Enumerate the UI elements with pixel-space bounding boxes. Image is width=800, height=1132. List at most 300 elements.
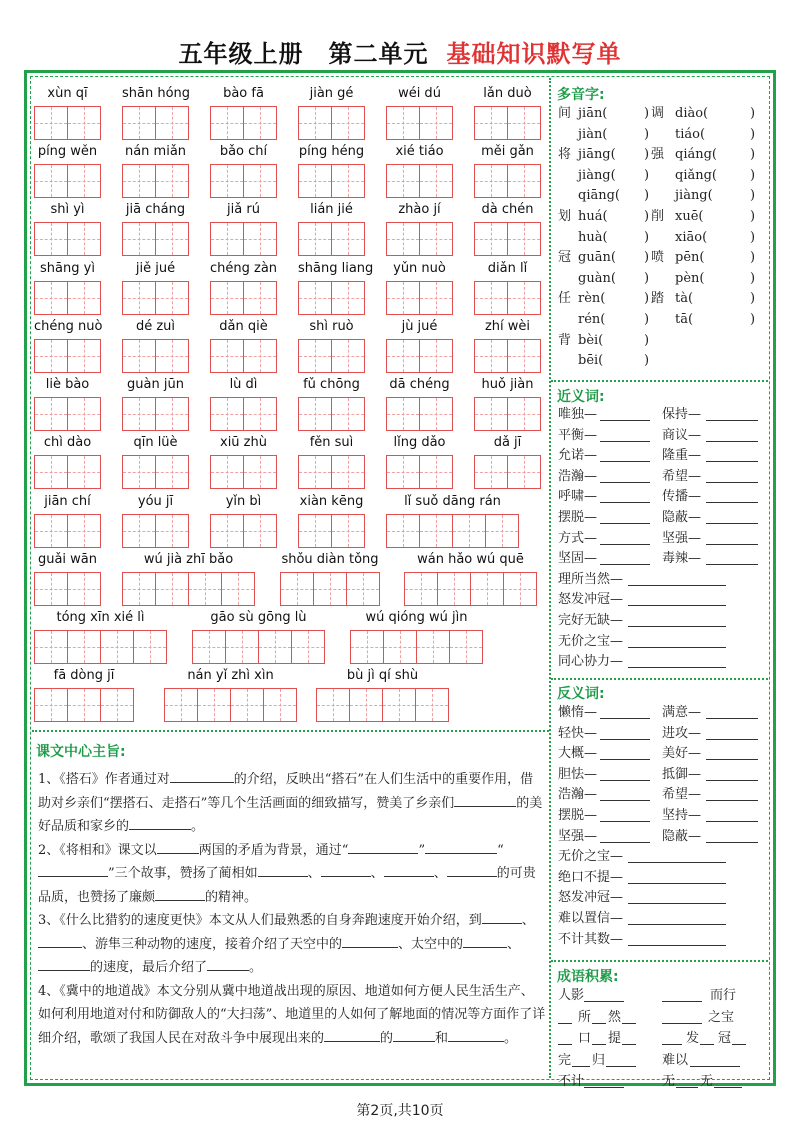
writing-box[interactable] (474, 222, 508, 256)
paren: ) (644, 250, 650, 266)
writing-box[interactable] (331, 222, 365, 256)
paren: ) (644, 332, 650, 348)
writing-box[interactable] (210, 455, 244, 489)
blank[interactable] (38, 862, 108, 877)
idiom-char: 然 (608, 1009, 622, 1025)
writing-box[interactable] (230, 688, 264, 722)
paren: ) (750, 188, 756, 204)
answer-blank[interactable] (622, 1031, 636, 1045)
blank[interactable] (38, 933, 82, 948)
pinyin: huà( (578, 229, 608, 245)
answer-blank[interactable] (600, 746, 650, 760)
title-grade-unit: 五年级上册 第二单元 (178, 40, 429, 68)
paren: ) (644, 147, 650, 163)
writing-box[interactable] (221, 572, 255, 606)
writing-box[interactable] (404, 572, 438, 606)
writing-box[interactable] (155, 339, 189, 373)
word-prompt: 隐蔽— (662, 828, 702, 844)
writing-box[interactable] (243, 455, 277, 489)
writing-box[interactable] (67, 630, 101, 664)
answer-blank[interactable] (600, 510, 650, 524)
answer-blank[interactable] (600, 551, 650, 565)
answer-blank[interactable] (628, 911, 726, 925)
word-prompt: 美好— (662, 746, 702, 762)
pinyin-label: zhào jí (398, 202, 441, 217)
list-item (558, 426, 763, 447)
writing-box[interactable] (386, 164, 420, 198)
writing-box[interactable] (155, 222, 189, 256)
blank[interactable] (425, 839, 445, 854)
writing-box[interactable] (298, 222, 332, 256)
pinyin-label: lǐ suǒ dāng rán (404, 494, 501, 509)
word-prompt: 隆重— (662, 448, 702, 464)
writing-box[interactable] (419, 455, 453, 489)
writing-boxes (386, 164, 452, 198)
writing-box[interactable] (386, 339, 420, 373)
answer-blank[interactable] (706, 407, 758, 421)
writing-box[interactable] (416, 630, 450, 664)
polyphone-char: 强 (651, 147, 665, 163)
answer-blank[interactable] (600, 469, 650, 483)
pinyin-label: bǎo chí (219, 144, 268, 159)
writing-box[interactable] (474, 164, 508, 198)
writing-boxes (386, 106, 452, 140)
writing-box[interactable] (67, 397, 101, 431)
writing-box[interactable] (100, 688, 134, 722)
answer-blank[interactable] (676, 1074, 698, 1088)
answer-blank[interactable] (706, 489, 758, 503)
polyphone-char: 划 (558, 208, 572, 224)
writing-box[interactable] (197, 688, 231, 722)
writing-box[interactable] (386, 281, 420, 315)
list-item (558, 652, 763, 673)
writing-box[interactable] (298, 164, 332, 198)
answer-blank[interactable] (628, 654, 726, 668)
writing-box[interactable] (419, 339, 453, 373)
writing-box[interactable] (155, 281, 189, 315)
list-item (558, 1029, 763, 1051)
answer-blank[interactable] (706, 829, 758, 843)
writing-box[interactable] (155, 514, 189, 548)
pinyin-label: bù jì qí shù (346, 668, 419, 683)
answer-blank[interactable] (592, 1031, 606, 1045)
answer-blank[interactable] (706, 808, 758, 822)
blank[interactable] (447, 862, 497, 877)
answer-blank[interactable] (600, 428, 650, 442)
writing-boxes (298, 397, 364, 431)
answer-blank[interactable] (628, 572, 726, 586)
blank[interactable] (342, 933, 398, 948)
writing-boxes (192, 630, 324, 664)
writing-box[interactable] (449, 630, 483, 664)
writing-box[interactable] (122, 572, 156, 606)
blank[interactable] (170, 768, 234, 783)
answer-blank[interactable] (628, 592, 726, 606)
writing-box[interactable] (34, 688, 68, 722)
answer-blank[interactable] (600, 767, 650, 781)
idiom-char: 人影 (558, 988, 585, 1003)
pinyin: pèn( (675, 270, 705, 286)
answer-blank[interactable] (706, 531, 758, 545)
writing-box[interactable] (210, 281, 244, 315)
writing-box[interactable] (470, 572, 504, 606)
pinyin-label: bào fā (223, 86, 264, 101)
answer-blank[interactable] (706, 746, 758, 760)
answer-blank[interactable] (714, 1074, 742, 1088)
title-worksheet-name: 基础知识默写单 (446, 40, 622, 68)
answer-blank[interactable] (600, 808, 650, 822)
writing-boxes (122, 514, 188, 548)
writing-box[interactable] (474, 397, 508, 431)
list-item (558, 765, 763, 786)
writing-box[interactable] (386, 397, 420, 431)
answer-blank[interactable] (600, 787, 650, 801)
list-item (558, 529, 763, 550)
answer-blank[interactable] (706, 787, 758, 801)
pinyin: diào( (675, 106, 709, 121)
writing-box[interactable] (122, 455, 156, 489)
idiom-char: 无 (700, 1074, 714, 1089)
writing-box[interactable] (419, 514, 453, 548)
idiom-prompt: 无价之宝— (558, 849, 624, 865)
writing-box[interactable] (122, 106, 156, 140)
writing-box[interactable] (419, 106, 453, 140)
blank[interactable] (454, 792, 516, 807)
pinyin: qiáng( (675, 147, 717, 163)
writing-box[interactable] (298, 455, 332, 489)
writing-box[interactable] (503, 572, 537, 606)
writing-box[interactable] (263, 688, 297, 722)
writing-box[interactable] (243, 164, 277, 198)
pinyin: tā( (675, 311, 694, 327)
writing-box[interactable] (34, 339, 68, 373)
writing-box[interactable] (298, 514, 332, 548)
writing-box[interactable] (34, 630, 68, 664)
writing-box[interactable] (155, 106, 189, 140)
writing-box[interactable] (298, 106, 332, 140)
writing-box[interactable] (34, 514, 68, 548)
writing-box[interactable] (34, 455, 68, 489)
word-prompt: 传播— (662, 489, 702, 505)
pinyin-label: jiān chí (44, 494, 91, 509)
blank[interactable] (38, 956, 90, 971)
writing-box[interactable] (280, 572, 314, 606)
answer-blank[interactable] (628, 634, 726, 648)
writing-box[interactable] (474, 455, 508, 489)
writing-box[interactable] (164, 688, 198, 722)
answer-blank[interactable] (600, 726, 650, 740)
blank[interactable] (207, 956, 249, 971)
writing-box[interactable] (34, 397, 68, 431)
paren: ) (644, 126, 650, 142)
idioms-list (558, 986, 763, 1094)
writing-box[interactable] (331, 281, 365, 315)
blank[interactable] (448, 1027, 504, 1042)
writing-box[interactable] (155, 455, 189, 489)
writing-box[interactable] (210, 339, 244, 373)
polyphone-char: 削 (651, 208, 665, 224)
answer-blank[interactable] (600, 531, 650, 545)
writing-box[interactable] (67, 572, 101, 606)
answer-blank[interactable] (732, 1031, 746, 1045)
word-prompt: 浩瀚— (558, 787, 598, 803)
writing-box[interactable] (507, 339, 541, 373)
writing-box[interactable] (419, 281, 453, 315)
writing-box[interactable] (210, 222, 244, 256)
pinyin-label: shāng liang (298, 261, 374, 276)
pinyin-label: dé zuì (135, 319, 176, 334)
blank[interactable] (445, 839, 497, 854)
writing-box[interactable] (386, 222, 420, 256)
answer-blank[interactable] (558, 1010, 572, 1024)
blank[interactable] (155, 886, 205, 901)
blank[interactable] (324, 1027, 380, 1042)
writing-box[interactable] (210, 514, 244, 548)
writing-box[interactable] (346, 572, 380, 606)
blank[interactable] (393, 1027, 435, 1042)
writing-box[interactable] (34, 281, 68, 315)
writing-box[interactable] (122, 164, 156, 198)
writing-box[interactable] (386, 514, 420, 548)
writing-box[interactable] (155, 572, 189, 606)
idiom-char: 归 (592, 1052, 606, 1068)
writing-box[interactable] (383, 630, 417, 664)
answer-blank[interactable] (706, 726, 758, 740)
writing-box[interactable] (331, 164, 365, 198)
list-item (558, 570, 763, 591)
answer-blank[interactable] (600, 407, 650, 421)
blank[interactable] (384, 862, 434, 877)
idiom-prompt: 怒发冲冠— (558, 592, 624, 608)
word-prompt: 呼啸— (558, 489, 598, 505)
writing-box[interactable] (258, 630, 292, 664)
writing-box[interactable] (507, 106, 541, 140)
writing-box[interactable] (155, 397, 189, 431)
answer-blank[interactable] (572, 1053, 590, 1067)
answer-blank[interactable] (662, 1010, 702, 1024)
writing-box[interactable] (122, 281, 156, 315)
answer-blank[interactable] (706, 510, 758, 524)
writing-box[interactable] (122, 339, 156, 373)
answer-blank[interactable] (700, 1031, 714, 1045)
pinyin-label: yǐn bì (225, 494, 262, 509)
writing-box[interactable] (243, 397, 277, 431)
answer-blank[interactable] (628, 870, 726, 884)
writing-box[interactable] (386, 455, 420, 489)
writing-box[interactable] (67, 281, 101, 315)
writing-box[interactable] (67, 514, 101, 548)
writing-boxes (34, 339, 100, 373)
writing-box[interactable] (474, 106, 508, 140)
blank[interactable] (157, 839, 199, 854)
writing-box[interactable] (34, 222, 68, 256)
pinyin-label: jù jué (401, 319, 438, 334)
blank[interactable] (463, 933, 507, 948)
pinyin-label: fěn suì (309, 435, 354, 450)
list-item (558, 310, 763, 331)
answer-blank[interactable] (628, 932, 726, 946)
idiom-char: 所 (578, 1009, 592, 1025)
writing-box[interactable] (298, 397, 332, 431)
writing-box[interactable] (507, 164, 541, 198)
synonyms-title: 近义词: (557, 389, 605, 405)
blank[interactable] (129, 815, 191, 830)
writing-box[interactable] (67, 106, 101, 140)
idiom-prompt: 理所当然— (558, 571, 624, 587)
writing-box[interactable] (100, 630, 134, 664)
writing-box[interactable] (386, 106, 420, 140)
writing-box[interactable] (349, 688, 383, 722)
writing-box[interactable] (419, 397, 453, 431)
pinyin-label: shān hóng (122, 86, 191, 101)
list-item (558, 228, 763, 249)
writing-box[interactable] (474, 281, 508, 315)
writing-box[interactable] (474, 339, 508, 373)
pinyin-label: wú qióng wú jìn (365, 610, 468, 625)
pinyin-label: xùn qī (47, 86, 88, 101)
writing-box[interactable] (313, 572, 347, 606)
writing-box[interactable] (122, 514, 156, 548)
answer-blank[interactable] (706, 469, 758, 483)
writing-box[interactable] (331, 397, 365, 431)
answer-blank[interactable] (706, 767, 758, 781)
writing-box[interactable] (188, 572, 222, 606)
writing-box[interactable] (225, 630, 259, 664)
answer-blank[interactable] (600, 448, 650, 462)
writing-box[interactable] (331, 455, 365, 489)
writing-box[interactable] (382, 688, 416, 722)
list-item (558, 186, 763, 207)
pinyin: rèn( (578, 291, 606, 307)
answer-blank[interactable] (584, 1074, 624, 1088)
blank[interactable] (348, 839, 418, 854)
writing-box[interactable] (507, 281, 541, 315)
writing-box[interactable] (122, 397, 156, 431)
writing-box[interactable] (291, 630, 325, 664)
writing-box[interactable] (155, 164, 189, 198)
pinyin-label: dǎ jī (493, 435, 522, 450)
blank[interactable] (258, 862, 308, 877)
writing-box[interactable] (415, 688, 449, 722)
pinyin: bèi( (578, 332, 604, 348)
writing-box[interactable] (67, 688, 101, 722)
writing-box[interactable] (243, 514, 277, 548)
blank[interactable] (482, 909, 522, 924)
writing-box[interactable] (210, 164, 244, 198)
writing-box[interactable] (133, 630, 167, 664)
writing-box[interactable] (243, 281, 277, 315)
writing-boxes (386, 397, 452, 431)
answer-blank[interactable] (662, 988, 702, 1002)
answer-blank[interactable] (706, 448, 758, 462)
answer-blank[interactable] (706, 551, 758, 565)
answer-blank[interactable] (628, 613, 726, 627)
writing-box[interactable] (243, 339, 277, 373)
list-item (558, 125, 763, 146)
writing-box[interactable] (122, 222, 156, 256)
list-item (558, 467, 763, 488)
pinyin-label: liè bào (45, 377, 90, 392)
writing-box[interactable] (210, 106, 244, 140)
answer-blank[interactable] (592, 1010, 606, 1024)
pinyin-label: xiàn kēng (299, 494, 364, 509)
paren: ) (644, 353, 650, 369)
answer-blank[interactable] (706, 705, 758, 719)
writing-box[interactable] (331, 339, 365, 373)
writing-box[interactable] (331, 106, 365, 140)
writing-box[interactable] (192, 630, 226, 664)
writing-box[interactable] (298, 339, 332, 373)
writing-box[interactable] (34, 106, 68, 140)
writing-box[interactable] (67, 222, 101, 256)
answer-blank[interactable] (606, 1053, 636, 1067)
pinyin-label: nán miǎn (124, 144, 187, 159)
writing-box[interactable] (243, 106, 277, 140)
list-item (558, 909, 763, 930)
writing-box[interactable] (67, 339, 101, 373)
answer-blank[interactable] (600, 705, 650, 719)
pinyin-label: xiū zhù (220, 435, 267, 450)
writing-box[interactable] (331, 514, 365, 548)
idiom-char: 冠 (718, 1031, 732, 1046)
writing-box[interactable] (243, 222, 277, 256)
answer-blank[interactable] (706, 428, 758, 442)
writing-box[interactable] (507, 222, 541, 256)
answer-blank[interactable] (558, 1031, 572, 1045)
writing-boxes (34, 397, 100, 431)
writing-box[interactable] (316, 688, 350, 722)
writing-boxes (386, 222, 452, 256)
idiom-char: 而行 (710, 988, 737, 1003)
writing-box[interactable] (67, 164, 101, 198)
writing-box[interactable] (419, 222, 453, 256)
pinyin: pēn( (675, 250, 705, 266)
writing-box[interactable] (507, 397, 541, 431)
answer-blank[interactable] (584, 988, 624, 1002)
answer-blank[interactable] (628, 890, 726, 904)
answer-blank[interactable] (662, 1031, 682, 1045)
pinyin-label: tóng xīn xié lì (56, 610, 145, 625)
writing-box[interactable] (350, 630, 384, 664)
answer-blank[interactable] (600, 829, 650, 843)
blank[interactable] (321, 862, 371, 877)
writing-box[interactable] (437, 572, 471, 606)
summary-paragraph-3: 3、《什么比猎豹的速度更快》本文从人们最熟悉的自身奔跑速度开始介绍，到 、、游隼三种动物的速度，接着介绍了天空中的 、太空中的 、的速度，最后介绍了 。 (38, 909, 546, 980)
idiom-prompt: 同心协力— (558, 654, 624, 670)
answer-blank[interactable] (600, 489, 650, 503)
writing-box[interactable] (507, 455, 541, 489)
word-prompt: 允诺— (558, 448, 598, 464)
pinyin: jiāng( (578, 147, 616, 163)
pinyin-label: lù dì (229, 377, 258, 392)
list-item (558, 590, 763, 611)
answer-blank[interactable] (628, 849, 726, 863)
writing-box[interactable] (419, 164, 453, 198)
writing-box[interactable] (34, 164, 68, 198)
writing-box[interactable] (67, 455, 101, 489)
answer-blank[interactable] (622, 1010, 636, 1024)
writing-box[interactable] (210, 397, 244, 431)
writing-boxes (210, 455, 276, 489)
writing-box[interactable] (34, 572, 68, 606)
writing-box[interactable] (485, 514, 519, 548)
writing-box[interactable] (452, 514, 486, 548)
writing-boxes (164, 688, 296, 722)
answer-blank[interactable] (690, 1053, 740, 1067)
writing-box[interactable] (298, 281, 332, 315)
pinyin-label: dā chéng (389, 377, 450, 392)
pinyin: tà( (675, 291, 694, 307)
